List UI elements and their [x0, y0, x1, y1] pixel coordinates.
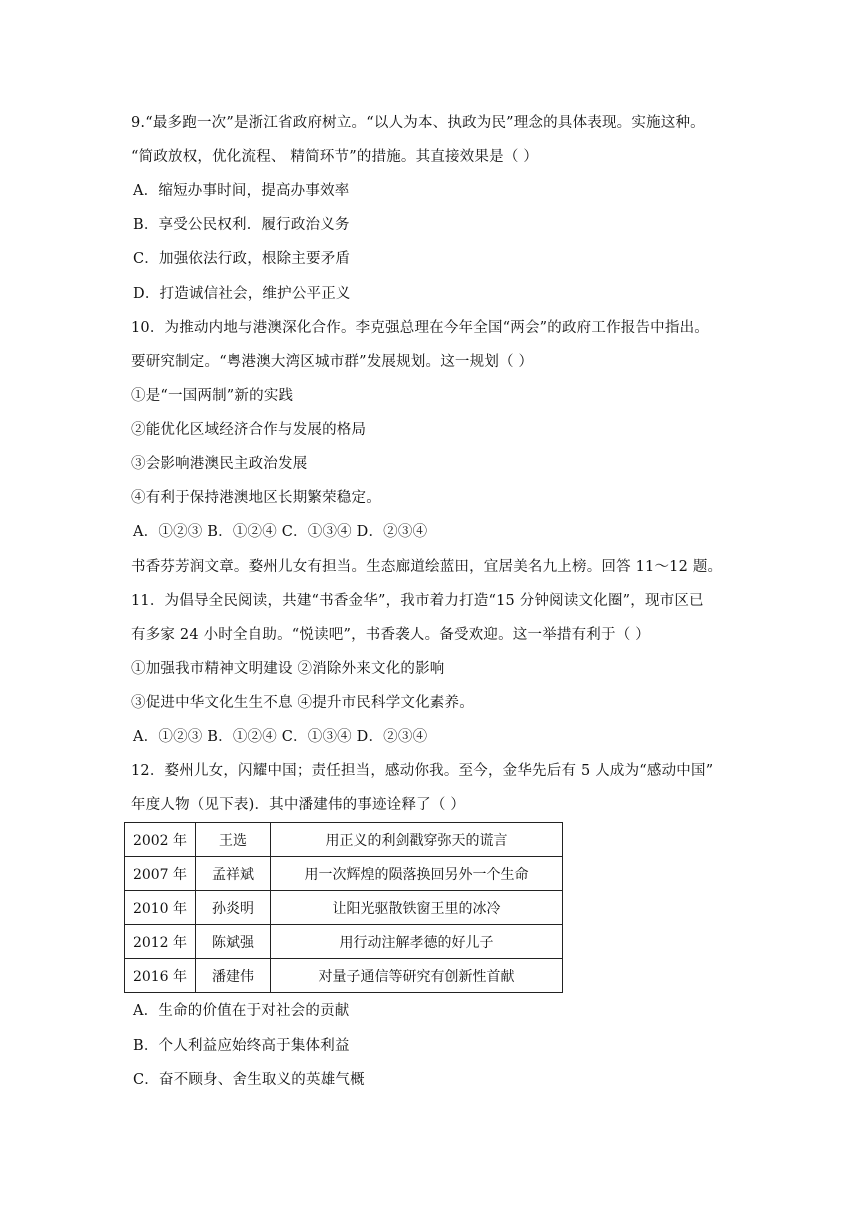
table-cell-name: 孟祥斌 [196, 857, 271, 891]
q10-stem-line2: 要研究制定。“粤港澳大湾区城市群”发展规划。这一规划（ ） [131, 354, 534, 370]
q11-answers: A．①②③ B．①②④ C．①③④ D．②③④ [133, 729, 428, 745]
q10-answers: A．①②③ B．①②④ C．①③④ D．②③④ [133, 524, 428, 540]
q9-option-a: A．缩短办事时间，提高办事效率 [133, 183, 350, 199]
q12-option-b: B．个人利益应始终高于集体利益 [133, 1038, 350, 1054]
q11-stem-line1: 11．为倡导全民阅读，共建“书香金华”，我市着力打造“15 分钟阅读文化圈”，现市区已 [131, 593, 704, 609]
q9-stem-line2: “简政放权，优化流程、 精简环节”的措施。其直接效果是（ ） [131, 149, 539, 165]
q10-item-4: ④有利于保持港澳地区长期繁荣稳定。 [131, 490, 381, 506]
table-cell-name: 王选 [196, 823, 271, 857]
q9-option-d: D．打造诚信社会，维护公平正义 [133, 286, 351, 302]
table-cell-deed: 对量子通信等研究有创新性首献 [271, 959, 563, 993]
q10-item-2: ②能优化区域经济合作与发展的格局 [131, 422, 367, 438]
q12-stem-line2: 年度人物（见下表)．其中潘建伟的事迹诠释了（ ） [131, 797, 466, 813]
table-cell-deed: 让阳光驱散铁窗王里的冰冷 [271, 891, 563, 925]
section-intro: 书香芬芳润文章。婺州儿女有担当。生态廊道绘蓝田，宜居美名九上榜。回答 11～12 题。 [131, 559, 723, 575]
q10-stem-line1: 10．为推动内地与港澳深化合作。李克强总理在今年全国“两会”的政府工作报告中指出。 [131, 320, 709, 336]
q11-items-row2: ③促进中华文化生生不息 ④提升市民科学文化素养。 [131, 695, 474, 711]
table-cell-year: 2010 年 [125, 891, 196, 925]
q12-option-a: A．生命的价值在于对社会的贡献 [133, 1003, 350, 1019]
table-cell-deed: 用一次辉煌的陨落换回另外一个生命 [271, 857, 563, 891]
table-cell-year: 2007 年 [125, 857, 196, 891]
table-cell-name: 潘建伟 [196, 959, 271, 993]
table-row [125, 925, 563, 959]
q10-item-1: ①是“一国两制”新的实践 [131, 388, 294, 404]
table-row [125, 823, 563, 857]
table-row [125, 891, 563, 925]
table-cell-name: 孙炎明 [196, 891, 271, 925]
table-cell-deed: 用正义的利剑戳穿弥天的谎言 [271, 823, 563, 857]
table-cell-deed: 用行动注解孝德的好儿子 [271, 925, 563, 959]
table-row [125, 959, 563, 993]
q10-item-3: ③会影响港澳民主政治发展 [131, 456, 308, 472]
q9-option-c: C．加强依法行政，根除主要矛盾 [133, 251, 351, 267]
q11-items-row1: ①加强我市精神文明建设 ②消除外来文化的影响 [131, 661, 445, 677]
honorees-table [124, 822, 563, 993]
table-cell-name: 陈斌强 [196, 925, 271, 959]
table-row [125, 857, 563, 891]
q11-stem-line2: 有多家 24 小时全自助。“悦读吧”，书香袭人。备受欢迎。这一举措有利于（ ） [131, 627, 650, 643]
q9-stem-line1: 9.“最多跑一次”是浙江省政府树立。“以人为本、执政为民”理念的具体表现。实施这种。 [131, 115, 705, 131]
table-cell-year: 2012 年 [125, 925, 196, 959]
q9-option-b: B．享受公民权利．履行政治义务 [133, 217, 350, 233]
q12-option-c: C．奋不顾身、舍生取义的英雄气概 [133, 1072, 365, 1088]
q12-stem-line1: 12．婺州儿女，闪耀中国；责任担当，感动你我。至今，金华先后有 5 人成为“感动中国” [131, 763, 714, 779]
table-cell-year: 2002 年 [125, 823, 196, 857]
table-cell-year: 2016 年 [125, 959, 196, 993]
